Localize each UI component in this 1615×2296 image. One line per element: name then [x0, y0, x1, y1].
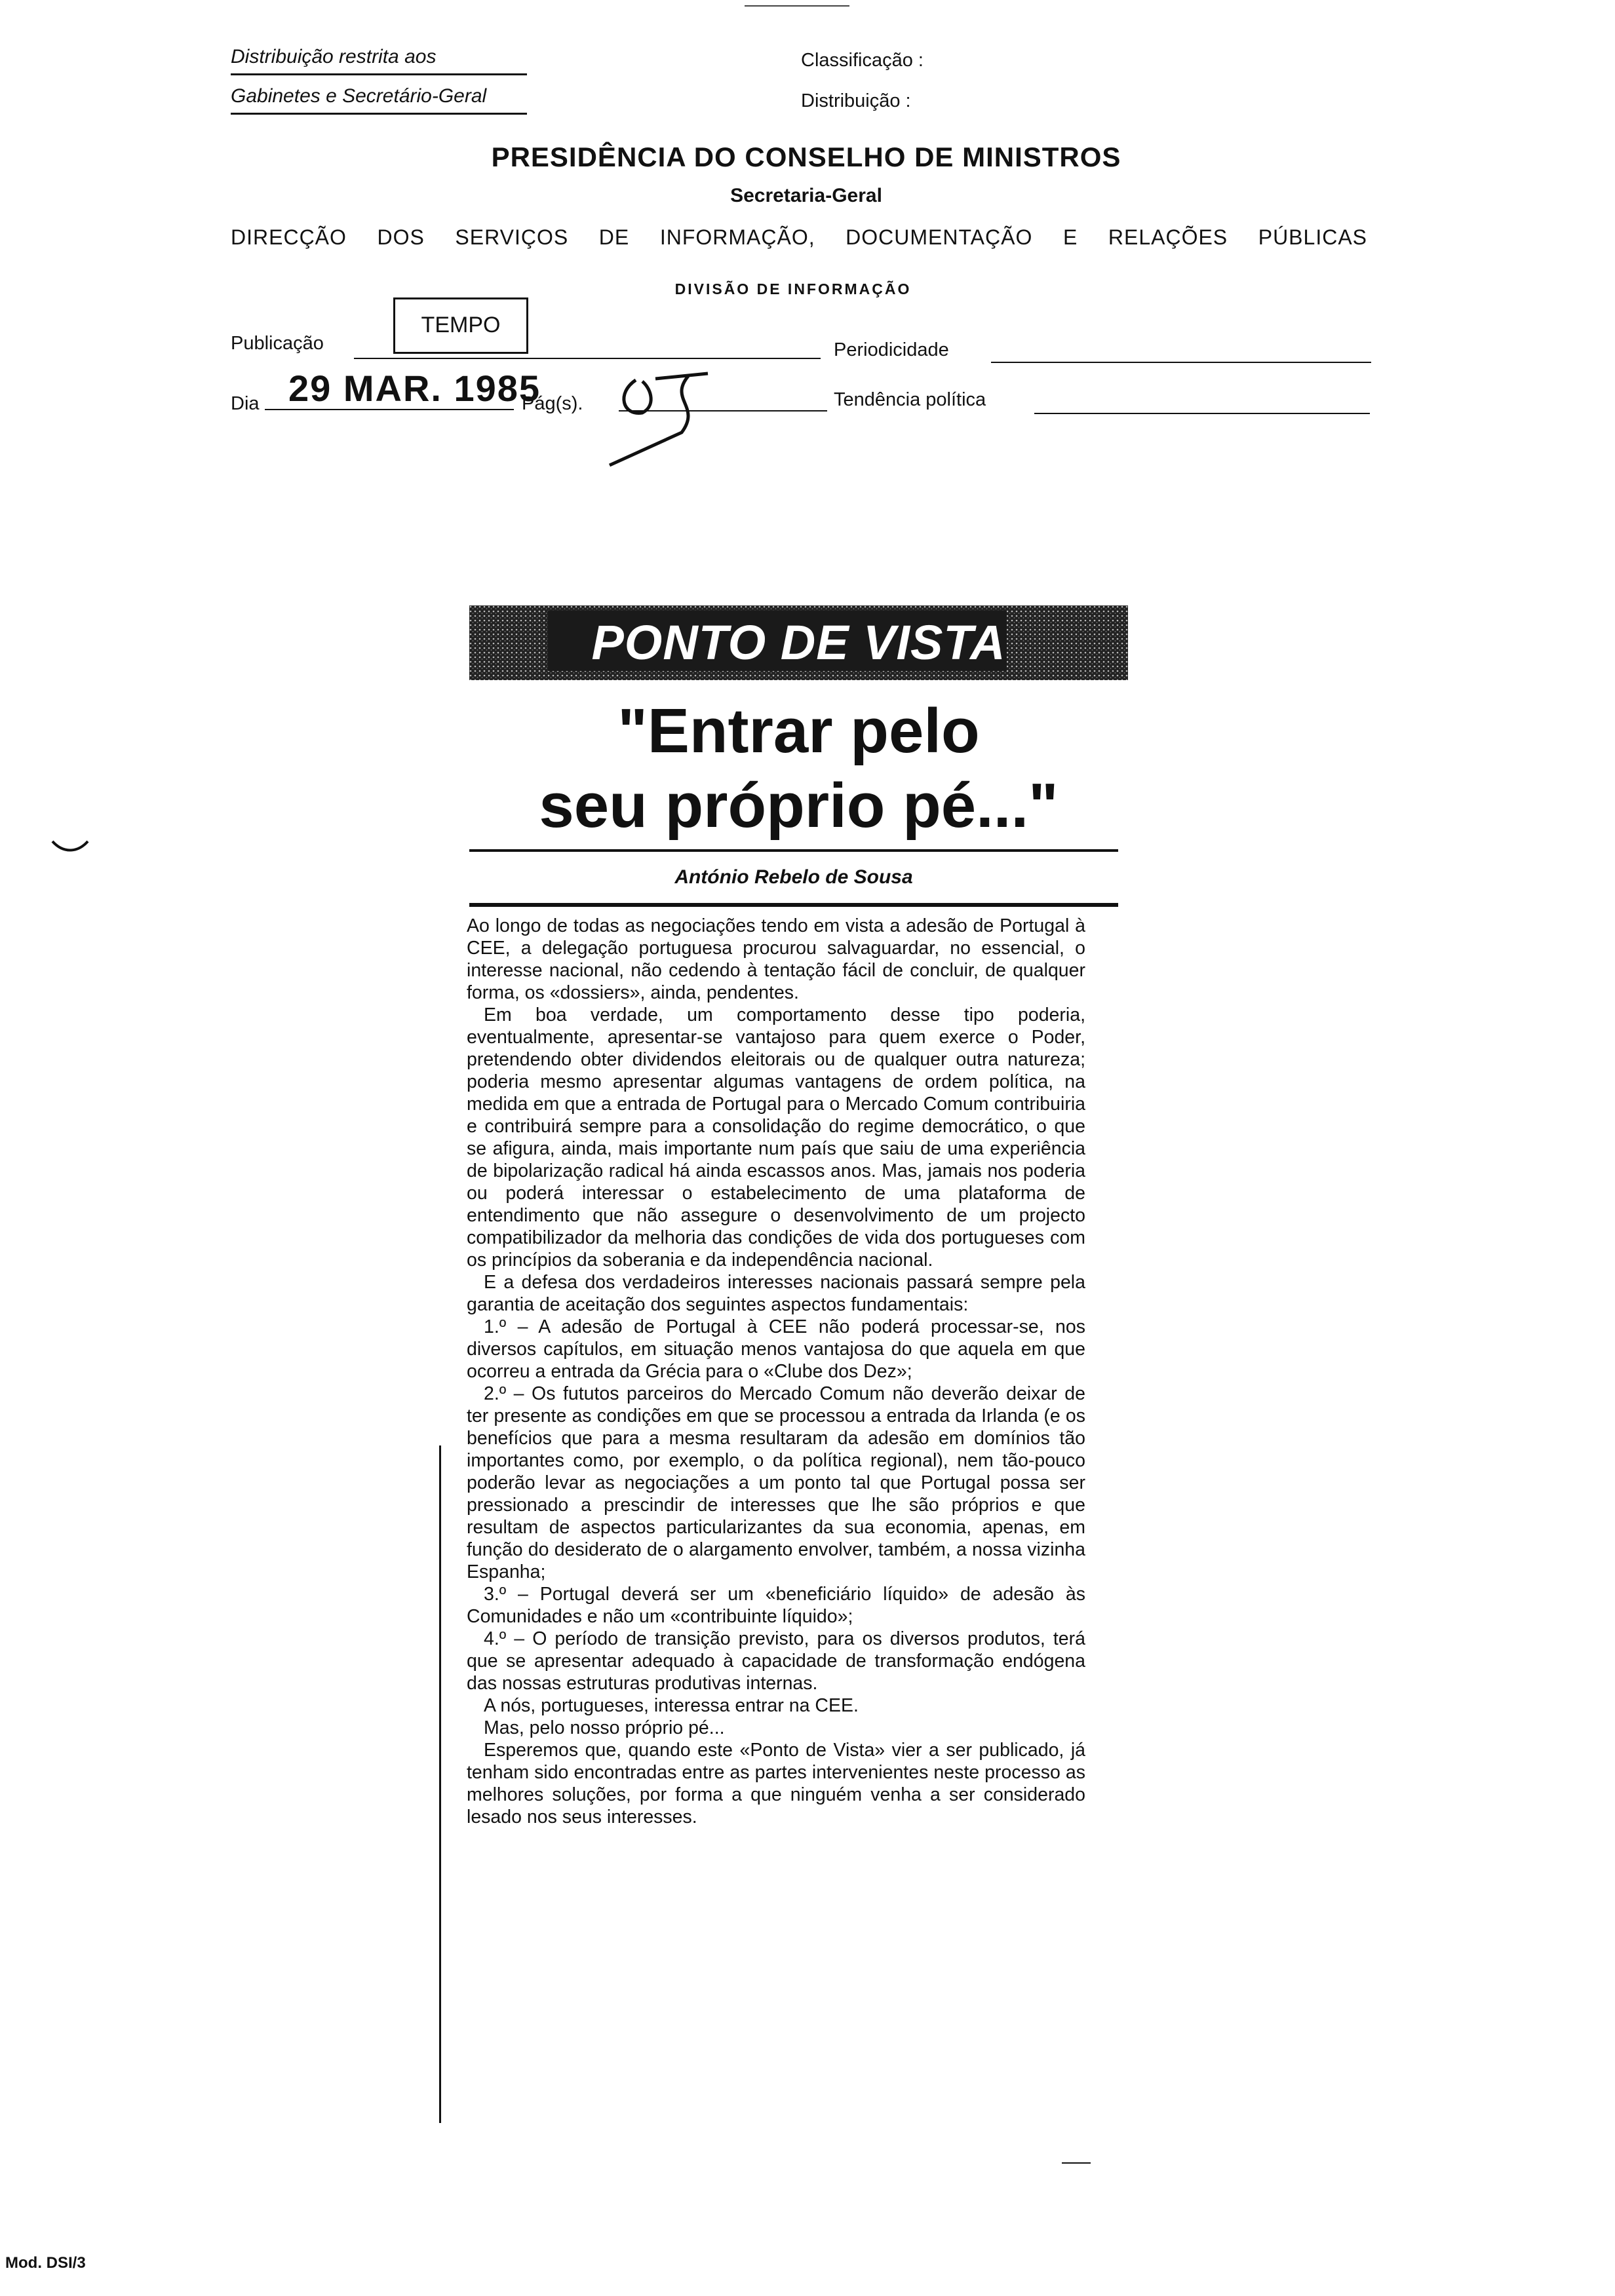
article-paragraph: 1.º – A adesão de Portugal à CEE não poderá processar-se, nos diversos capítulos, em situação menos vantajosa do que aquela em que ocorreu a entrada da Grécia para o «Clube dos Dez»;	[467, 1316, 1085, 1382]
headline-line-2: seu próprio pé..."	[539, 771, 1059, 841]
publication-label: Publicação	[231, 333, 324, 354]
article-paragraph: A nós, portugueses, interessa entrar na CEE.	[484, 1695, 859, 1716]
dept-word: DOCUMENTAÇÃO	[846, 225, 1033, 249]
dept-word: E	[1062, 225, 1078, 249]
handwritten-page-mark	[590, 367, 760, 472]
form-code: Mod. DSI/3	[5, 2254, 86, 2272]
section-banner-text: PONTO DE VISTA	[591, 615, 1006, 670]
byline-rule-bottom	[469, 903, 1118, 907]
dept-word: PÚBLICAS	[1258, 225, 1367, 249]
classification-label: Classificação :	[801, 50, 924, 71]
restriction-line-2: Gabinetes e Secretário-Geral	[231, 85, 487, 107]
dept-word: SERVIÇOS	[455, 225, 569, 249]
article-paragraph: 2.º – Os fututos parceiros do Mercado Comum não deverão deixar de ter presente as condições em que se processou a entrada da Irlanda (e os benefícios que para a mesma resultaram da adesão em domínios tão importantes como, por exemplo, o da política regional), nem tão-pouco poderão levar as negociações a um ponto tal que Portugal possa ser pressionado a prescindir de interesses que lhe são próprios e que resultam de aspectos particularizantes da sua economia, apenas, em função do desiderato de o alargamento envolver, também, a nossa vizinha Espanha;	[467, 1383, 1085, 1582]
periodicity-label: Periodicidade	[834, 339, 949, 360]
byline-rule-top	[469, 849, 1118, 852]
publication-fill-line	[354, 358, 821, 359]
restriction-underline-1	[231, 73, 527, 75]
day-fill-line	[265, 409, 514, 410]
publication-stamp: TEMPO	[393, 297, 528, 354]
day-value: 29 MAR. 1985	[288, 368, 541, 409]
article-paragraph: 4.º – O período de transição previsto, para os diversos produtos, terá que se apresentar adequado à capacidade de transformação endógena das nossas estruturas produtivas internas.	[467, 1628, 1085, 1694]
headline-line-1: "Entrar pelo	[617, 696, 980, 766]
dept-word: INFORMAÇÃO,	[659, 225, 815, 249]
organization-title: PRESIDÊNCIA DO CONSELHO DE MINISTROS	[491, 142, 1121, 172]
author-byline: António Rebelo de Sousa	[674, 866, 913, 888]
article-paragraph: Esperemos que, quando este «Ponto de Vista» vier a ser publicado, já tenham sido encontradas entre as partes intervenientes neste processo as melhores soluções, por forma a que ninguém venha a ser considerado lesado nos seus interesses.	[467, 1740, 1085, 1827]
secretariat-subtitle: Secretaria-Geral	[730, 185, 882, 206]
distribution-label: Distribuição :	[801, 90, 911, 111]
restriction-underline-2	[231, 113, 527, 115]
restriction-line-1: Distribuição restrita aos	[231, 46, 437, 67]
dept-word: DIRECÇÃO	[231, 225, 347, 249]
clipping-margin-line	[439, 1445, 441, 2123]
article-paragraph: Mas, pelo nosso próprio pé...	[484, 1717, 725, 1738]
article-paragraph: Em boa verdade, um comportamento desse tipo poderia, eventualmente, apresentar-se vantajoso para quem exerce o Poder, pretendendo obter dividendos eleitorais ou de qualquer outra natureza; poderia mesmo apresentar algumas vantagens de ordem política, na medida em que a entrada de Portugal para o Mercado Comum contribuiria e contribuirá sempre para a consolidação do regime democrático, o que se afigura, ainda, mais importante num país que saiu de uma experiência de bipolarização radical há ainda escassos anos. Mas, jamais nos poderia ou poderá interessar o estabelecimento de uma plataforma de entendimento que não assegure o desenvolvimento de um projecto compatibilizador da melhoria das condições de vida dos portugueses com os princípios da soberania e da independência nacional.	[467, 1004, 1085, 1271]
top-edge-rule	[745, 5, 849, 7]
dept-word: DOS	[377, 225, 425, 249]
article-paragraph: 3.º – Portugal deverá ser um «beneficiário líquido» de adesão às Comunidades e não um «contribuinte líquido»;	[467, 1584, 1085, 1627]
political-fill-line	[1034, 413, 1370, 414]
political-tendency-label: Tendência política	[834, 389, 986, 410]
department-line	[231, 225, 1367, 250]
clipping-end-mark	[1062, 2162, 1091, 2164]
margin-mark	[50, 837, 90, 857]
article-paragraph: E a defesa dos verdadeiros interesses nacionais passará sempre pela garantia de aceitação dos seguintes aspectos fundamentais:	[467, 1272, 1085, 1315]
periodicity-fill-line	[991, 362, 1371, 363]
article-body	[467, 915, 1085, 1828]
dept-word: DE	[598, 225, 630, 249]
pages-label: Pág(s).	[522, 393, 583, 414]
division-label: DIVISÃO DE INFORMAÇÃO	[674, 280, 912, 297]
dept-word: RELAÇÕES	[1108, 225, 1228, 249]
section-banner	[469, 605, 1128, 680]
article-paragraph: Ao longo de todas as negociações tendo em vista a adesão de Portugal à CEE, a delegação portuguesa procurou salvaguardar, no essencial, o interesse nacional, não cedendo à tentação fácil de concluir, de qualquer forma, os «dossiers», ainda, pendentes.	[467, 915, 1085, 1003]
day-label: Dia	[231, 393, 260, 414]
